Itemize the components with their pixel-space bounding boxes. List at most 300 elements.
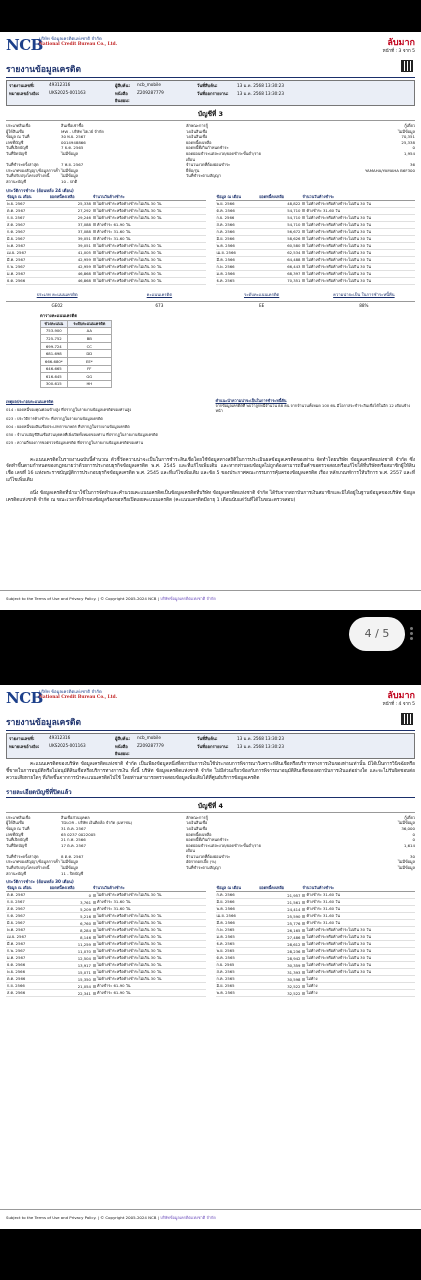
table-row xyxy=(216,948,416,955)
history-month: ก.ค. 2567 xyxy=(6,228,49,235)
table-row xyxy=(6,263,206,270)
history-status-cell xyxy=(92,235,206,242)
history-status: ไม่ค้างชำระหรือค้างชำระไม่เกิน 30 วัน xyxy=(96,948,162,954)
history-status-cell xyxy=(92,207,206,214)
score-column xyxy=(6,291,108,308)
detail-label: ประเภทสินเชื่อ xyxy=(6,814,31,820)
detail-value: ไม่มีข้อมูล xyxy=(61,865,79,871)
table-row xyxy=(6,221,206,228)
history-month: ก.ค. 2566 xyxy=(216,892,259,899)
meta-value: ncb_mobile xyxy=(137,82,161,87)
history-month: ส.ค. 2567 xyxy=(6,221,49,228)
history-status: ไม่ค้างชำระหรือค้างชำระไม่เกิน 30 วัน xyxy=(96,263,162,269)
grade-level: GG xyxy=(67,373,111,381)
history-status: ค้างชำระ 31-60 วัน xyxy=(96,899,131,905)
history-status: ไม่ค้างชำระหรือค้างชำระไม่เกิน 30 วัน xyxy=(96,249,162,255)
history-balance: 28,942 xyxy=(258,955,301,962)
detail-label: วงเงินสินเชื่อ xyxy=(186,134,208,140)
detail-label: วันที่ปรับปรุงโครงสร้างหนี้ xyxy=(6,173,50,179)
status-marker-icon xyxy=(93,915,96,918)
history-header: ข้อมูล ณ เดือน xyxy=(6,885,49,892)
history-month: ส.ค. 2566 xyxy=(6,990,49,997)
advice-block xyxy=(216,398,416,447)
history-month: มิ.ย. 2566 xyxy=(216,899,259,906)
detail-value: ไม่มีข้อมูล xyxy=(397,820,415,826)
report-title xyxy=(6,715,415,731)
table-row xyxy=(6,200,206,207)
detail-label: ลักษณะการกู้ xyxy=(186,814,208,820)
history-header: ข้อมูล ณ เดือน xyxy=(216,194,259,201)
meta-label: หนังสือยินยอม: xyxy=(115,91,130,103)
history-month: เม.ย. 2566 xyxy=(216,913,259,920)
history-status-cell xyxy=(301,892,415,899)
detail-label: ประเภทของสัญญา/ข้อมูลการค้ำ xyxy=(6,167,60,173)
history-status: ไม่ค้างชำระหรือค้างชำระไม่เกิน 30 วัน xyxy=(96,934,162,940)
table-row xyxy=(6,955,206,962)
table-row xyxy=(6,920,206,927)
history-status-cell xyxy=(92,249,206,256)
closed-accounts-heading: รายละเอียดบัญชีที่ปิดแล้ว xyxy=(6,787,415,798)
history-balance: 46,868 xyxy=(49,277,92,284)
detail-value: ไม่มีข้อมูล xyxy=(61,173,79,179)
history-month: ม.ค. 2567 xyxy=(6,955,49,962)
detail-label: ยอดหนี้คงเหลือ xyxy=(186,831,212,837)
history-status-cell xyxy=(92,906,206,913)
table-row xyxy=(216,969,416,976)
grade-level: CC xyxy=(67,342,111,350)
detail-label: วงเงินสินเชื่อ xyxy=(186,825,208,831)
history-balance: 28,612 xyxy=(258,941,301,948)
status-marker-icon xyxy=(93,964,96,967)
history-status: ไม่ค้างชำระหรือค้างชำระไม่เกิน 30 วัน xyxy=(306,969,371,975)
history-status: ไม่ค้างชำระหรือค้างชำระไม่เกิน 30 วัน xyxy=(306,256,371,262)
history-status: ไม่ค้างชำระหรือค้างชำระไม่เกิน 30 วัน xyxy=(306,249,371,255)
detail-value: ไม่มีข้อมูล xyxy=(61,167,79,173)
history-balance: 70,351 xyxy=(258,277,301,284)
history-status-cell xyxy=(92,221,206,228)
history-month: พ.ค. 2566 xyxy=(216,906,259,913)
table-row xyxy=(216,955,416,962)
score-value: 673 xyxy=(108,301,210,308)
detail-value: MW - บริษัท ไฮเวย์ จำกัด xyxy=(61,128,104,134)
table-row xyxy=(216,941,416,948)
status-marker-icon xyxy=(93,971,96,974)
history-balance: 13,917 xyxy=(49,962,92,969)
table-row xyxy=(6,962,206,969)
meta-value: Z209287779 xyxy=(137,90,164,95)
history-status-cell xyxy=(301,920,415,927)
history-month: พ.ค. 2565 xyxy=(216,990,259,997)
history-month: เม.ย. 2567 xyxy=(6,934,49,941)
history-balance: 21,561 xyxy=(258,899,301,906)
table-row xyxy=(216,207,416,214)
table-row xyxy=(216,976,416,983)
history-header: จำนวนวันค้างชำระ xyxy=(92,885,206,892)
detail-label: จำนวนงวดที่ต้องผ่อนชำระ xyxy=(186,162,231,168)
history-balance: 21,957 xyxy=(258,892,301,899)
table-row xyxy=(6,906,206,913)
detail-label: ผู้ให้สินเชื่อ xyxy=(6,128,25,134)
detail-value: TDLOR - บริษัท เงินติดล้อ จำกัด (มหาชน) xyxy=(61,820,133,826)
detail-label: ยอดผ่อนชำระแต่ละงวด/ยอดชำระขั้นต่ำ/รายเดือน xyxy=(186,150,261,162)
company-name xyxy=(39,690,117,700)
history-balance: 29,246 xyxy=(49,214,92,221)
status-marker-icon xyxy=(93,936,96,939)
history-status: ไม่ค้างชำระหรือค้างชำระไม่เกิน 30 วัน xyxy=(96,941,162,947)
status-marker-icon xyxy=(93,230,96,233)
history-balance: 11,070 xyxy=(49,948,92,955)
detail-label: ยอดหนี้คงเหลือ xyxy=(186,139,212,145)
detail-value xyxy=(266,871,415,877)
history-status: ไม่ค้างชำระหรือค้างชำระไม่เกิน 30 วัน xyxy=(306,235,371,241)
table-row xyxy=(216,221,416,228)
detail-value: 30 xyxy=(410,853,415,859)
qr-code-icon xyxy=(401,60,413,72)
intro-paragraph: คะแนนเครดิตของบริษัท ข้อมูลเครดิตแห่งชาติ จำกัด เป็นเพียงข้อมูลหนึ่งที่สถาบันการเงินใช้ประกอบการพิจารณาวิเคราะห์สินเชื่อหรือบริการทางการเงินของท่านเท่านั้น มิได้เป็นการวินิจฉัยหรือชี้ขาดในการอนุมัติหรือไม่อนุมัติสินเชื่อหรือบริการทางการเงิน ทั้งนี้ บริษัท ข้อมูลเครดิตแห่งชาติ จำกัด ไม่มีส่วนเกี่ยวข้องกับการพิจารณาอนุมัติสินเชื่อของสถาบันการเงินแต่อย่างใด และจะไม่รับผิดชอบต่อความเสียหายใดๆ ที่เกิดขึ้นจากการนำคะแนนเครดิตไปใช้ โดยท่านสามารถตรวจสอบข้อมูลเพิ่มเติมได้ที่ศูนย์บริการข้อมูลเครดิต xyxy=(6,762,415,781)
detail-value: 0 xyxy=(412,837,415,843)
history-status-cell xyxy=(301,927,415,934)
status-marker-icon xyxy=(93,251,96,254)
detail-label: สถานะบัญชี xyxy=(6,178,27,184)
page-number: หน้าที่ : 3 จาก 5 xyxy=(382,49,415,54)
history-status: ค้างชำระ 31-60 วัน xyxy=(96,906,131,912)
history-balance: 64,488 xyxy=(258,256,301,263)
history-month: ส.ค. 2566 xyxy=(216,221,259,228)
history-status: ไม่ค้างชำระหรือค้างชำระไม่เกิน 30 วัน xyxy=(306,270,371,276)
detail-value: YAMAHA/YAMAHA B6F300 xyxy=(364,167,415,173)
history-status-cell xyxy=(92,962,206,969)
history-status-cell xyxy=(301,913,415,920)
meta-value: 13 ม.ค. 2568 13:30:23 xyxy=(237,736,285,741)
history-balance: 31,393 xyxy=(258,969,301,976)
history-month: ส.ค. 2565 xyxy=(216,969,259,976)
history-month: ม.ค. 2565 xyxy=(216,934,259,941)
table-row xyxy=(41,327,112,335)
history-balance: 54,710 xyxy=(258,214,301,221)
table-row xyxy=(216,242,416,249)
meta-label: วันที่ออกรายงาน: xyxy=(197,744,229,749)
table-row xyxy=(216,906,416,913)
history-status: ค้างชำระ 31-60 วัน xyxy=(306,892,340,898)
advice-title: คำแนะนำความน่าจะเป็นในการชำระหนี้คืน xyxy=(215,398,287,404)
footer-link[interactable]: บริษัทข้อมูลเครดิตแห่งชาติ จำกัด xyxy=(160,596,216,601)
history-month: ม.ค. 2566 xyxy=(216,270,259,277)
detail-label: วันที่เปิดบัญชี xyxy=(6,145,29,151)
history-status: ค้างชำระ 61-90 วัน xyxy=(96,983,131,989)
qr-code-icon xyxy=(401,713,413,725)
detail-label: ยี่ห้อ/รุ่น xyxy=(186,167,200,173)
detail-label xyxy=(186,871,266,877)
history-balance: 56,672 xyxy=(258,228,301,235)
detail-label: สถานะบัญชี xyxy=(6,870,27,876)
detail-value: 65 0237 0022005 xyxy=(61,831,96,837)
history-month: พ.ค. 2566 xyxy=(216,242,259,249)
detail-value: 7 พ.ย. 2567 xyxy=(61,162,84,168)
history-month: ก.พ. 2567 xyxy=(6,948,49,955)
history-status-cell xyxy=(92,976,206,983)
history-status-cell xyxy=(92,270,206,277)
table-row xyxy=(216,962,416,969)
history-status-cell xyxy=(92,969,206,976)
history-status-cell xyxy=(92,228,206,235)
history-status: ค้างชำระ 31-60 วัน xyxy=(96,235,131,241)
table-row xyxy=(41,342,112,350)
page-indicator[interactable]: 4 / 5 xyxy=(349,617,405,651)
history-status: ไม่ค้างชำระหรือค้างชำระไม่เกิน 30 วัน xyxy=(96,962,162,968)
history-status: ไม่ค้างชำระหรือค้างชำระไม่เกิน 30 วัน xyxy=(306,277,371,283)
history-month: ก.ย. 2566 xyxy=(6,983,49,990)
detail-value: 0 xyxy=(412,145,415,151)
report-title-text: รายงานข้อมูลเครดิต xyxy=(6,718,81,728)
history-balance: 15,071 xyxy=(49,969,92,976)
table-row xyxy=(216,983,416,990)
table-row xyxy=(6,235,206,242)
credit-score-summary xyxy=(6,291,415,308)
history-month: ก.ค. 2567 xyxy=(6,913,49,920)
history-status-cell xyxy=(301,256,415,263)
history-balance: 3,761 xyxy=(49,899,92,906)
table-row xyxy=(216,920,416,927)
detail-value: 0014948866 xyxy=(61,139,86,145)
history-status-cell xyxy=(92,920,206,927)
status-marker-icon xyxy=(93,279,96,282)
history-month: มิ.ย. 2566 xyxy=(216,235,259,242)
status-marker-icon xyxy=(93,216,96,219)
status-marker-icon xyxy=(93,901,96,904)
history-status-cell xyxy=(92,990,206,997)
history-status-cell xyxy=(92,214,206,221)
history-balance: 60,580 xyxy=(258,242,301,249)
detail-value: 17 ต.ค. 2567 xyxy=(61,842,86,848)
history-header: ยอดหนี้คงเหลือ xyxy=(49,194,92,201)
history-balance: 66,443 xyxy=(258,263,301,270)
history-month: ต.ค. 2567 xyxy=(6,892,49,899)
status-marker-icon xyxy=(93,265,96,268)
detail-value: 21 ก.พ. 2566 xyxy=(61,837,86,843)
history-status-cell xyxy=(301,207,415,214)
detail-label: วันที่ปรับปรุงโครงสร้างหนี้ xyxy=(6,865,50,871)
history-status: ไม่ค้างชำระหรือค้างชำระไม่เกิน 30 วัน xyxy=(96,969,162,975)
grade-header: ช่วงคะแนน xyxy=(41,320,68,327)
table-row xyxy=(216,277,416,284)
history-balance: 54,710 xyxy=(258,221,301,228)
detail-value: ไม่มีข้อมูล xyxy=(397,865,415,871)
footer-text: Subject to the Terms of Use and Privacy Policy. | © Copyright 2005-2024 NCB | xyxy=(6,596,159,601)
table-row xyxy=(6,277,206,284)
history-header: ยอดหนี้คงเหลือ xyxy=(49,885,92,892)
detail-label: ยอดหนี้ที่เกินกำหนดชำระ xyxy=(186,145,229,151)
score-column xyxy=(313,291,415,308)
meta-value: UKS2025-001163 xyxy=(49,90,86,95)
history-month: เม.ย. 2566 xyxy=(216,249,259,256)
history-status: ไม่ค้างชำระหรือค้างชำระไม่เกิน 30 วัน xyxy=(96,976,162,982)
reasons-title: เหตุผลประกอบคะแนนเครดิต xyxy=(6,399,54,405)
history-balance: 12,504 xyxy=(49,955,92,962)
grade-range: 699-724 xyxy=(41,342,68,350)
history-status-cell xyxy=(301,962,415,969)
meta-label: รายงานเลขที่: xyxy=(9,736,35,741)
history-balance: 26,165 xyxy=(258,927,301,934)
meta-value: 49312316 xyxy=(49,82,71,87)
status-marker-icon xyxy=(93,258,96,261)
history-status: ไม่ค้างชำระหรือค้างชำระไม่เกิน 30 วัน xyxy=(96,277,162,283)
detail-value: 11 - ปิดบัญชี xyxy=(61,870,84,876)
disclaimer-paragraph-2: อนึ่ง ข้อมูลเครดิตที่นำมาใช้ในการจัดทำและคำนวณคะแนนเครดิตเป็นข้อมูลเครดิตที่บริษัท ข้อมูลเครดิตแห่งชาติ จำกัด ได้รับจากสถาบันการเงินสมาชิกและมิได้อยู่ในฐานข้อมูลของบริษัท ข้อมูลเครดิตแห่งชาติ จำกัด ณ ขณะเวลาที่เจ้าของข้อมูลร้องขอหรือเปิดเผยคะแนนเครดิต (คะแนนเครดิตมีอายุ 1 เดือนนับแต่วันที่ได้ในขณะตรวจสอบ) xyxy=(6,491,415,504)
history-month: พ.ค. 2567 xyxy=(6,927,49,934)
history-status-cell xyxy=(92,941,206,948)
history-status-cell xyxy=(301,934,415,941)
history-status: ไม่ค้างชำระหรือค้างชำระไม่เกิน 30 วัน xyxy=(306,962,371,968)
table-row xyxy=(6,983,206,990)
status-marker-icon xyxy=(93,202,96,205)
table-row xyxy=(216,214,416,221)
detail-value: 36 xyxy=(410,162,415,168)
history-balance: 22,341 xyxy=(49,990,92,997)
history-balance: 5,209 xyxy=(49,906,92,913)
history-month: ต.ค. 2566 xyxy=(6,976,49,983)
history-balance: 0 xyxy=(49,892,92,899)
history-status-cell xyxy=(92,892,206,899)
history-status-cell xyxy=(92,899,206,906)
history-status: ไม่ค้างชำระหรือค้างชำระไม่เกิน 30 วัน xyxy=(306,955,371,961)
history-month: ธ.ค. 2566 xyxy=(6,962,49,969)
table-row xyxy=(6,270,206,277)
status-marker-icon xyxy=(93,985,96,988)
history-status: ไม่ค้างชำระหรือค้างชำระไม่เกิน 30 วัน xyxy=(306,228,371,234)
table-row xyxy=(216,934,416,941)
table-row xyxy=(216,892,416,899)
advice-text: จากข้อมูลเครดิตที่ พบว่าลูกหนี้จำนวน 88 คน จากจำนวนทั้งหมด 100 คน มีโอกาสจะชำระสินเชื่อได้ในอีก 12 เดือนข้างหน้า xyxy=(215,403,411,414)
history-balance: 6,760 xyxy=(49,920,92,927)
detail-label: ข้อมูล ณ วันที่ xyxy=(6,134,30,140)
detail-label: ยอดผ่อนชำระแต่ละงวด/ยอดชำระขั้นต่ำ/รายเดือน xyxy=(186,842,261,854)
grade-range: 666-680* xyxy=(41,357,68,365)
status-marker-icon xyxy=(93,943,96,946)
company-name-en: National Credit Bureau Co., Ltd. xyxy=(39,42,118,47)
detail-label: วันที่ชำระครั้งล่าสุด xyxy=(6,853,39,859)
detail-label: วันที่ปิดบัญชี xyxy=(6,842,27,848)
detail-label: ลักษณะการกู้ xyxy=(186,123,208,128)
history-status: ไม่ค้างชำระหรือค้างชำระไม่เกิน 30 วัน xyxy=(96,892,162,898)
history-month: พ.ย. 2566 xyxy=(6,969,49,976)
table-row xyxy=(41,350,112,358)
history-balance: 8,146 xyxy=(49,934,92,941)
history-month: พ.ย. 2567 xyxy=(6,200,49,207)
history-status-cell xyxy=(301,200,415,207)
table-row xyxy=(216,913,416,920)
history-balance: 58,626 xyxy=(258,235,301,242)
history-balance: 27,292 xyxy=(49,207,92,214)
table-row xyxy=(6,228,206,235)
history-status-cell xyxy=(301,983,415,990)
table-row xyxy=(41,365,112,373)
history-month: พ.ย. 2566 xyxy=(216,200,259,207)
detail-value: 30 พ.ย. 2567 xyxy=(61,134,86,140)
meta-value: 13 ม.ค. 2568 13:30:23 xyxy=(237,744,285,749)
history-balance: 68,397 xyxy=(258,270,301,277)
score-value: GE02 xyxy=(6,301,108,308)
detail-value: 1,954 xyxy=(403,150,415,156)
score-column xyxy=(211,291,313,308)
table-row xyxy=(216,228,416,235)
detail-label: ประเภทสินเชื่อ xyxy=(6,123,31,128)
history-balance: 39,051 xyxy=(49,235,92,242)
history-month: ก.ย. 2566 xyxy=(216,214,259,221)
history-month: มี.ค. 2567 xyxy=(6,941,49,948)
history-balance: 32,522 xyxy=(258,983,301,990)
status-marker-icon xyxy=(93,950,96,953)
grade-table xyxy=(40,320,112,389)
history-status: ค้างชำระ 61-90 วัน xyxy=(96,990,131,996)
table-row xyxy=(6,207,206,214)
history-status-cell xyxy=(92,934,206,941)
payment-history xyxy=(6,194,415,285)
history-balance: 42,959 xyxy=(49,263,92,270)
history-status-cell xyxy=(301,899,415,906)
history-balance: 54,710 xyxy=(258,207,301,214)
history-balance: 37,088 xyxy=(49,228,92,235)
status-marker-icon xyxy=(93,223,96,226)
grade-level: FF xyxy=(67,365,111,373)
account-details xyxy=(6,123,415,185)
history-status-cell xyxy=(301,249,415,256)
grade-range: 616-645 xyxy=(41,373,68,381)
table-row xyxy=(6,249,206,256)
history-balance: 15,350 xyxy=(49,976,92,983)
history-month: ก.ย. 2567 xyxy=(6,899,49,906)
detail-label: ประเภทของสัญญา/ข้อมูลการค้ำ xyxy=(6,859,60,865)
score-label: ความน่าจะเป็น ในการชำระหนี้คืน xyxy=(333,291,395,297)
detail-label: จำนวนงวดที่ต้องผ่อนชำระ xyxy=(186,853,231,859)
history-status-cell xyxy=(92,983,206,990)
status-marker-icon xyxy=(93,237,96,240)
page-header xyxy=(0,685,421,715)
meta-label: ผู้สืบค้น: xyxy=(115,736,131,741)
page-footer xyxy=(0,590,421,610)
score-column xyxy=(108,291,210,308)
status-marker-icon xyxy=(93,244,96,247)
meta-label: หมายเลขอ้างอิง: xyxy=(9,744,40,749)
detail-value: 0 xyxy=(412,831,415,837)
status-marker-icon xyxy=(93,992,96,995)
report-page-4 xyxy=(0,685,421,1229)
detail-label: ผู้ให้สินเชื่อ xyxy=(6,820,25,826)
table-row xyxy=(216,899,416,906)
history-balance: 25,338 xyxy=(49,200,92,207)
detail-value: 25,338 xyxy=(401,139,415,145)
table-row xyxy=(41,335,112,343)
history-status: ไม่ค้างชำระหรือค้างชำระไม่เกิน 30 วัน xyxy=(306,941,371,947)
history-status-cell xyxy=(301,263,415,270)
status-marker-icon xyxy=(93,957,96,960)
more-options-icon[interactable] xyxy=(410,625,420,645)
detail-value: 36,000 xyxy=(401,825,415,831)
detail-label: วงเงินสินเชื่อ xyxy=(186,820,208,826)
page-number: หน้าที่ : 4 จาก 5 xyxy=(382,702,415,707)
history-status-cell xyxy=(92,948,206,955)
history-status-cell xyxy=(301,976,415,983)
footer-link[interactable]: บริษัทข้อมูลเครดิตแห่งชาติ จำกัด xyxy=(160,1215,216,1220)
history-status-cell xyxy=(301,277,415,284)
history-month: พ.ค. 2567 xyxy=(6,242,49,249)
history-balance: 11,259 xyxy=(49,941,92,948)
history-month: มิ.ย. 2567 xyxy=(6,920,49,927)
history-status-cell xyxy=(301,969,415,976)
history-table-right xyxy=(216,194,416,285)
report-title xyxy=(6,62,415,78)
history-month: พ.ย. 2565 xyxy=(216,948,259,955)
reason-item: 014 : ยอดหนี้ของคุณค่อนข้างสูง ที่ปรากฏในรายงานข้อมูลเครดิตของท่านสูง xyxy=(6,407,132,413)
